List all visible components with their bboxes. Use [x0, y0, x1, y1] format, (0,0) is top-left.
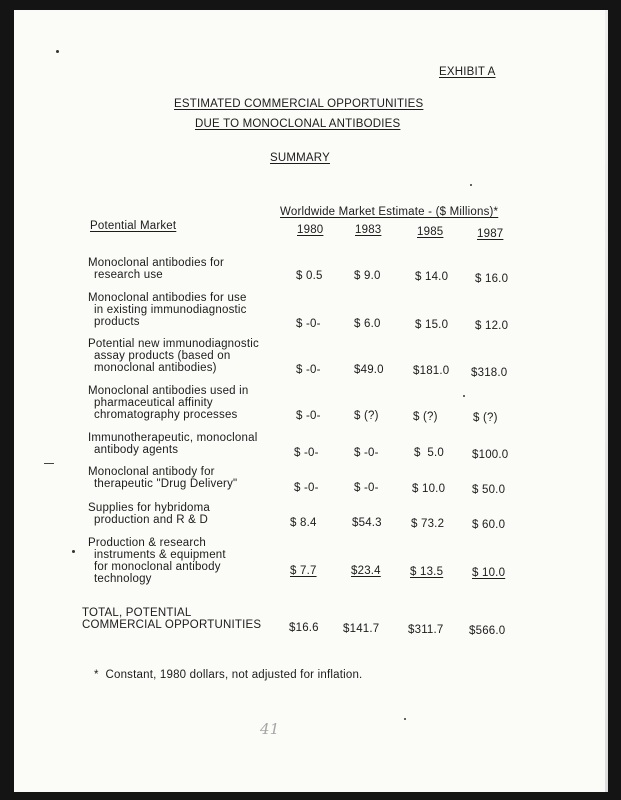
value-1985: $ (?) — [413, 411, 438, 423]
label-line: technology — [94, 573, 152, 585]
total-row-label — [82, 607, 288, 631]
value-1985: $ 14.0 — [415, 271, 449, 283]
scan-speck — [72, 550, 75, 553]
value-1985: $ 13.5 — [410, 566, 444, 578]
market-row-label — [88, 292, 278, 328]
label-line: Potential new immunodiagnostic — [88, 338, 259, 350]
value-1987: $ 12.0 — [475, 320, 509, 332]
value-1987: $ 60.0 — [472, 519, 506, 531]
label-line: Monoclonal antibody for — [88, 466, 215, 478]
value-1983: $ 6.0 — [354, 318, 381, 330]
scan-speck — [56, 50, 59, 53]
label-line: in existing immunodiagnostic — [94, 304, 247, 316]
value-1980: $ -0- — [296, 364, 321, 376]
value-1987: $318.0 — [471, 367, 508, 379]
value-1987: $100.0 — [472, 449, 509, 461]
label-line: antibody agents — [94, 444, 179, 456]
market-row-label — [88, 338, 278, 374]
footnote: * Constant, 1980 dollars, not adjusted for inflation. — [94, 669, 363, 681]
title-line-2: DUE TO MONOCLONAL ANTIBODIES — [195, 118, 401, 130]
value-1983: $23.4 — [351, 565, 381, 577]
label-line: COMMERCIAL OPPORTUNITIES — [82, 619, 262, 631]
label-line: instruments & equipment — [94, 549, 226, 561]
value-1980: $ 7.7 — [290, 565, 317, 577]
year-1987: 1987 — [477, 228, 504, 240]
value-1987: $ 10.0 — [472, 567, 506, 579]
value-1987: $ 16.0 — [475, 273, 509, 285]
scan-speck — [463, 395, 465, 397]
value-1985: $ 5.0 — [414, 447, 444, 459]
market-row-label — [88, 466, 278, 490]
label-line: Supplies for hybridoma — [88, 502, 211, 514]
label-line: therapeutic "Drug Delivery" — [94, 478, 238, 490]
year-1985: 1985 — [417, 226, 444, 238]
value-1983: $ -0- — [354, 482, 379, 494]
label-line: for monoclonal antibody — [94, 561, 221, 573]
value-1980: $ -0- — [296, 410, 321, 422]
label-line: assay products (based on — [94, 350, 231, 362]
value-1980: $ -0- — [296, 318, 321, 330]
page-edge — [605, 10, 608, 792]
label-line: chromatography processes — [94, 409, 238, 421]
value-1980: $ 8.4 — [290, 517, 317, 529]
value-1980: $ 0.5 — [296, 270, 323, 282]
label-line: products — [94, 316, 140, 328]
label-line: monoclonal antibodies) — [94, 362, 217, 374]
total-1987: $566.0 — [469, 625, 506, 637]
value-1983: $49.0 — [354, 364, 384, 376]
label-line: production and R & D — [94, 514, 208, 526]
value-1980: $ -0- — [294, 482, 319, 494]
value-1983: $ -0- — [354, 447, 379, 459]
worldwide-header: Worldwide Market Estimate - ($ Millions)* — [280, 206, 499, 218]
label-line: pharmaceutical affinity — [94, 397, 213, 409]
total-1980: $16.6 — [289, 622, 319, 634]
value-1987: $ 50.0 — [472, 484, 506, 496]
market-row-label — [88, 385, 278, 421]
document-page — [14, 10, 608, 792]
label-line: Production & research — [88, 537, 206, 549]
label-line: Monoclonal antibodies used in — [88, 385, 249, 397]
label-line: TOTAL, POTENTIAL — [82, 607, 192, 619]
value-1985: $181.0 — [413, 365, 450, 377]
scan-mark — [44, 463, 54, 464]
market-row-label — [88, 502, 278, 526]
market-row-label — [88, 257, 278, 281]
label-line: Immunotherapeutic, monoclonal — [88, 432, 258, 444]
potential-market-header: Potential Market — [90, 220, 177, 232]
value-1983: $ (?) — [354, 410, 379, 422]
handwritten-page-number: 41 — [260, 720, 280, 738]
market-row-label — [88, 432, 278, 456]
total-1985: $311.7 — [408, 624, 444, 636]
value-1983: $ 9.0 — [354, 270, 381, 282]
year-1983: 1983 — [355, 224, 382, 236]
exhibit-label: EXHIBIT A — [439, 66, 496, 78]
label-line: Monoclonal antibodies for use — [88, 292, 247, 304]
value-1980: $ -0- — [294, 447, 319, 459]
total-1983: $141.7 — [343, 623, 380, 635]
scan-speck — [404, 718, 406, 720]
summary-heading: SUMMARY — [270, 152, 330, 164]
scan-speck — [470, 184, 472, 186]
value-1983: $54.3 — [352, 517, 382, 529]
value-1985: $ 10.0 — [412, 483, 446, 495]
title-line-1: ESTIMATED COMMERCIAL OPPORTUNITIES — [174, 98, 424, 110]
value-1987: $ (?) — [473, 412, 498, 424]
value-1985: $ 15.0 — [415, 319, 449, 331]
label-line: research use — [94, 269, 163, 281]
label-line: Monoclonal antibodies for — [88, 257, 225, 269]
year-1980: 1980 — [297, 224, 324, 236]
value-1985: $ 73.2 — [411, 518, 445, 530]
market-row-label — [88, 537, 278, 585]
